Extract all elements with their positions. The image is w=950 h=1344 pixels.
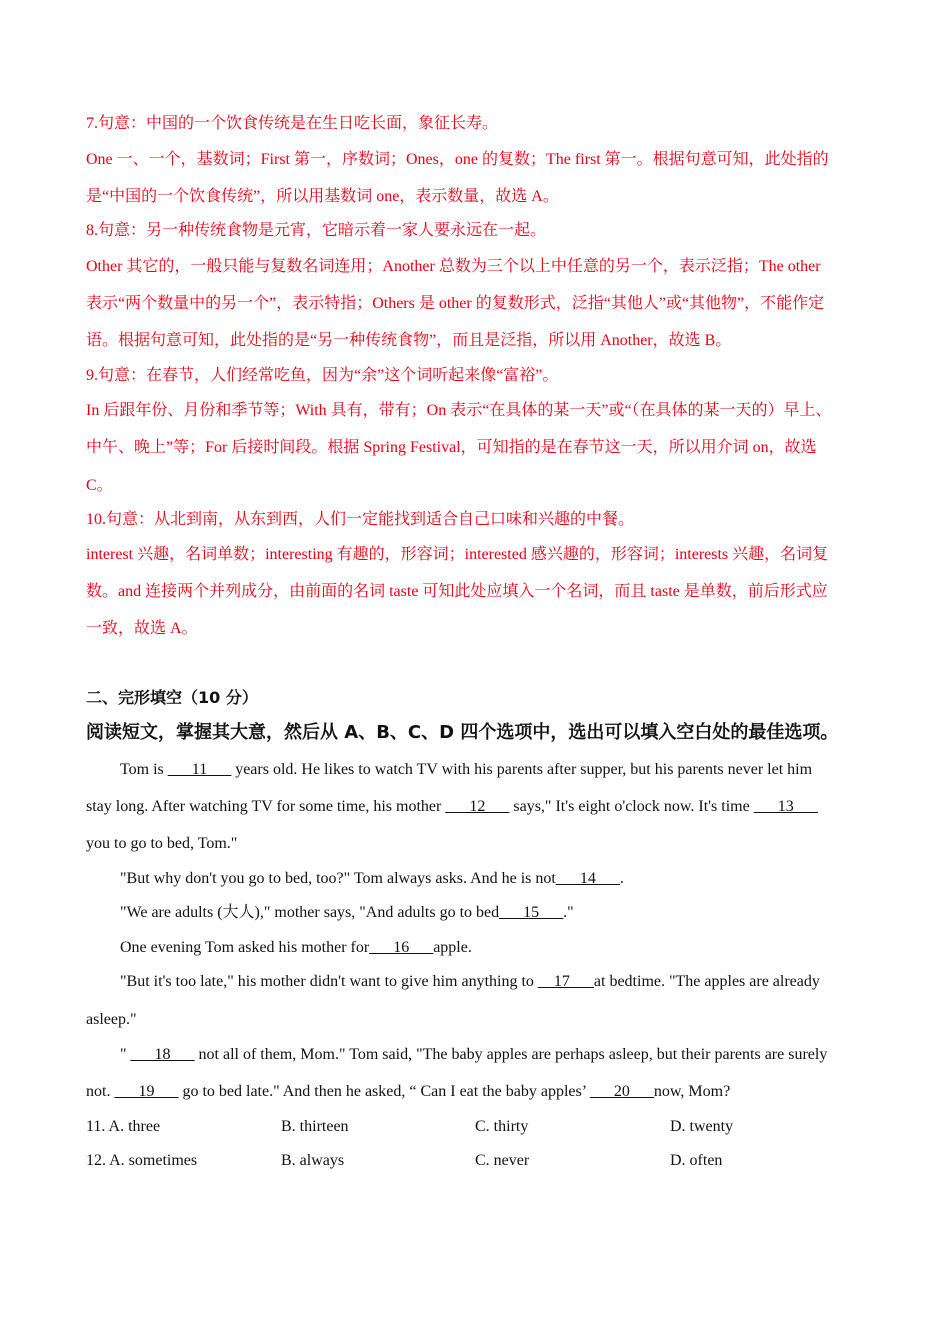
option-a: 12. A. sometimes (86, 1152, 198, 1169)
blank-11: ___11___ (167, 761, 232, 778)
explanation-line: 是“中国的一个饮食传统”，所以用基数词 one，表示数量，故选 A。 (86, 188, 559, 205)
explanation-line: 7.句意：中国的一个饮食传统是在生日吃长面，象征长寿。 (86, 115, 499, 132)
passage-line: you to go to bed, Tom." (86, 835, 238, 852)
blank-15: ___15___ (499, 904, 564, 921)
explanation-line: 语。根据句意可知，此处指的是“另一种传统食物”，而且是泛指，所以用 Another，故选 B。 (86, 332, 732, 349)
passage-line: "We are adults (大人)," mother says, "And adults go to bed___15___." (120, 904, 574, 921)
option-a: 11. A. three (86, 1118, 161, 1135)
passage-line: not. ___19___ go to bed late." And then he asked, “ Can I eat the baby apples’ ___20___now, Mom? (86, 1083, 731, 1100)
option-b: B. always (281, 1152, 345, 1169)
explanation-line: C。 (86, 477, 113, 494)
blank-14: ___14___ (555, 870, 620, 887)
explanation-line: In 后跟年份、月份和季节等；With 具有，带有；On 表示“在具体的某一天”或“（在具体的某一天的）早上、 (86, 402, 832, 419)
passage-line: Tom is ___11___ years old. He likes to watch TV with his parents after supper, but his parents never let him (120, 761, 813, 778)
blank-17: __17___ (537, 973, 594, 990)
option-b: B. thirteen (281, 1118, 349, 1135)
section-instruction: 阅读短文，掌握其大意，然后从 A、B、C、D 四个选项中，选出可以填入空白处的最佳选项。 (86, 722, 839, 743)
blank-18: ___18___ (130, 1046, 195, 1063)
passage-line: "But it's too late," his mother didn't want to give him anything to __17___at bedtime. "The apples are already (120, 973, 820, 990)
explanation-line: 数。and 连接两个并列成分，由前面的名词 taste 可知此处应填入一个名词，而且 taste 是单数，前后形式应 (86, 583, 828, 600)
blank-20: ___20___ (589, 1083, 654, 1100)
option-d: D. often (670, 1152, 723, 1169)
explanation-line: 中午、晚上”等；For 后接时间段。根据 Spring Festival，可知指的是在春节这一天，所以用介词 on，故选 (86, 439, 817, 456)
section-title: 二、完形填空（10 分） (86, 688, 258, 707)
explanation-line: Other 其它的，一般只能与复数名词连用；Another 总数为三个以上中任意的另一个，表示泛指；The other (86, 258, 821, 275)
option-d: D. twenty (670, 1118, 734, 1135)
explanation-line: 一致，故选 A。 (86, 620, 198, 637)
blank-13: ___13___ (753, 798, 818, 815)
blank-12: ___12___ (445, 798, 510, 815)
explanation-line: One 一、一个，基数词；First 第一，序数词；Ones，one 的复数；The first 第一。根据句意可知，此处指的 (86, 151, 829, 168)
option-c: C. thirty (475, 1118, 529, 1135)
blank-16: ___16___ (369, 939, 434, 956)
blank-19: ___19___ (114, 1083, 179, 1100)
explanation-line: 9.句意：在春节，人们经常吃鱼，因为“余”这个词听起来像“富裕”。 (86, 367, 559, 384)
explanation-line: 表示“两个数量中的另一个”，表示特指；Others 是 other 的复数形式，泛指“其他人”或“其他物”，不能作定 (86, 295, 825, 312)
passage-line: One evening Tom asked his mother for___16___apple. (120, 939, 472, 956)
passage-line: "But why don't you go to bed, too?" Tom always asks. And he is not___14___. (120, 870, 624, 887)
option-c: C. never (475, 1152, 530, 1169)
explanation-line: 10.句意：从北到南，从东到西，人们一定能找到适合自己口味和兴趣的中餐。 (86, 511, 635, 528)
explanation-line: 8.句意：另一种传统食物是元宵，它暗示着一家人要永远在一起。 (86, 222, 547, 239)
explanation-line: interest 兴趣，名词单数；interesting 有趣的，形容词；interested 感兴趣的，形容词；interests 兴趣，名词复 (86, 546, 829, 563)
passage-line: " ___18___ not all of them, Mom." Tom said, "The baby apples are perhaps asleep, but their parents are surely (120, 1046, 828, 1063)
passage-line: stay long. After watching TV for some time, his mother ___12___ says," It's eight o'clock now. It's time ___13___ (86, 798, 818, 815)
passage-line: asleep." (86, 1011, 137, 1028)
